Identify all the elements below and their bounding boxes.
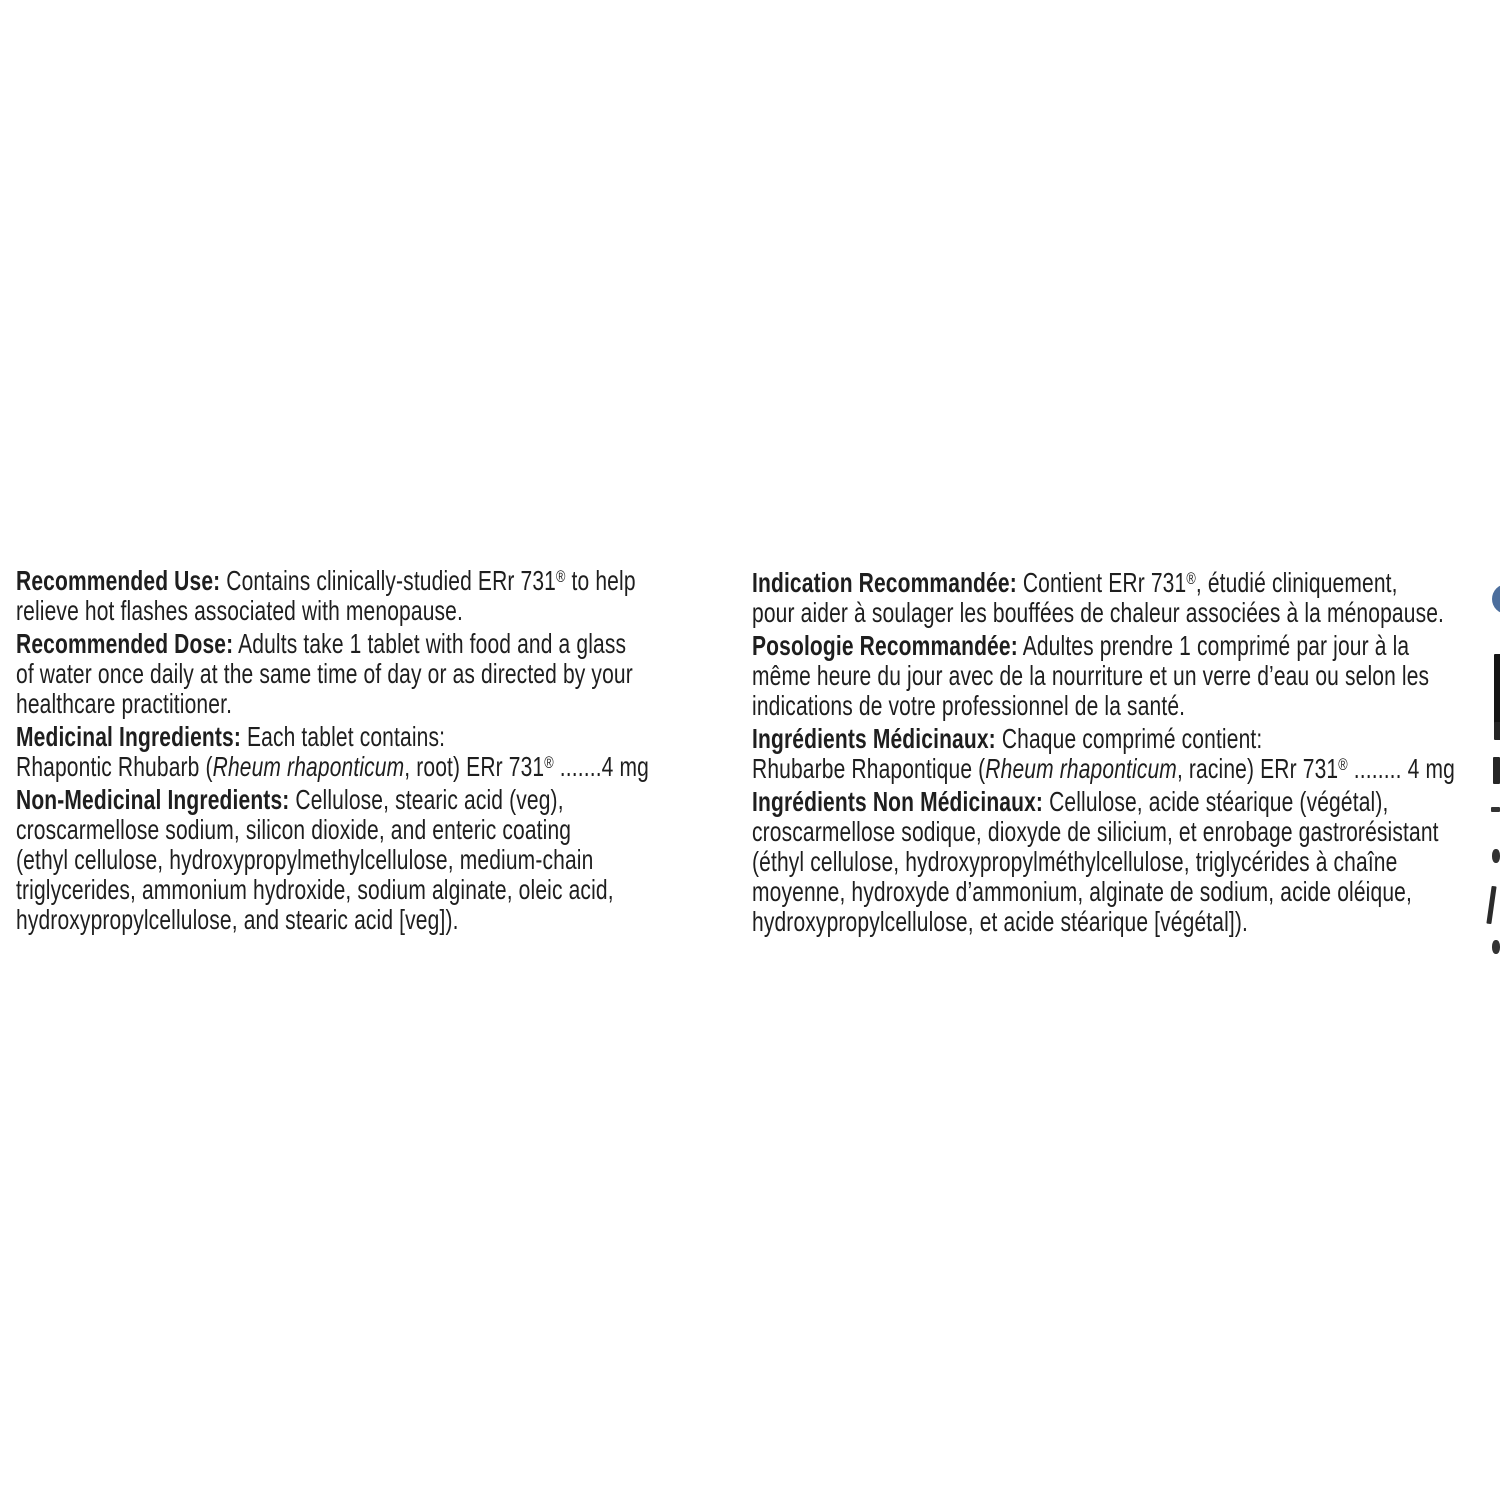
text-segment: , root) ERr 731 — [404, 751, 545, 782]
registered-trademark-symbol: ® — [1186, 568, 1196, 588]
text-segment: Each tablet contains: — [241, 721, 446, 752]
section-label: Indication Recommandée: — [752, 567, 1017, 598]
text-segment: healthcare practitioner. — [16, 688, 233, 719]
english-text-line-4 — [16, 659, 649, 689]
clipped-text-fragment-2 — [1493, 757, 1500, 784]
text-segment: Chaque comprimé contient: — [995, 723, 1263, 754]
clipped-text-fragment-4 — [1492, 849, 1500, 863]
english-text-line-8 — [16, 785, 649, 815]
text-segment: Contient ERr 731 — [1016, 567, 1187, 598]
text-segment: Adultes prendre 1 comprimé par jour à la — [1017, 630, 1410, 661]
section-label: Non-Medicinal Ingredients: — [16, 784, 290, 815]
registered-trademark-symbol: ® — [544, 752, 554, 772]
text-segment: Contains clinically-studied ERr 731 — [220, 565, 557, 596]
english-text-line-6 — [16, 722, 649, 752]
text-segment: Rheum rhaponticum — [985, 753, 1177, 784]
french-text-line-10 — [752, 847, 1455, 877]
section-label: Medicinal Ingredients: — [16, 721, 241, 752]
text-segment: Cellulose, acide stéarique (végétal), — [1043, 786, 1389, 817]
english-text-line-12 — [16, 905, 649, 935]
english-text-line-2 — [16, 596, 649, 626]
french-column — [752, 568, 1455, 937]
text-segment: (éthyl cellulose, hydroxypropylméthylcellulose, triglycérides à chaîne — [752, 846, 1398, 877]
text-segment: Rhubarbe Rhapontique ( — [752, 753, 986, 784]
text-segment: relieve hot flashes associated with menopause. — [16, 595, 463, 626]
english-column — [16, 566, 649, 935]
french-text-line-3 — [752, 631, 1455, 661]
english-text-line-7 — [16, 752, 649, 782]
text-segment: même heure du jour avec de la nourriture et un verre d’eau ou selon les — [752, 660, 1430, 691]
clipped-text-fragment-1 — [1494, 722, 1500, 740]
section-label: Ingrédients Médicinaux: — [752, 723, 996, 754]
section-label: Ingrédients Non Médicinaux: — [752, 786, 1044, 817]
text-segment: hydroxypropylcellulose, and stearic acid [veg]). — [16, 904, 459, 935]
clipped-text-fragment-3 — [1491, 807, 1500, 812]
text-segment: , étudié cliniquement, — [1195, 567, 1398, 598]
text-segment: Cellulose, stearic acid (veg), — [289, 784, 564, 815]
french-text-line-9 — [752, 817, 1455, 847]
text-segment: Rhapontic Rhubarb ( — [16, 751, 213, 782]
registered-trademark-symbol: ® — [556, 566, 566, 586]
text-segment: indications de votre professionnel de la santé. — [752, 690, 1186, 721]
english-text-line-1 — [16, 566, 649, 596]
french-text-line-11 — [752, 877, 1455, 907]
text-segment: (ethyl cellulose, hydroxypropylmethylcellulose, medium-chain — [16, 844, 594, 875]
text-segment: croscarmellose sodique, dioxyde de silicium, et enrobage gastrorésistant — [752, 816, 1439, 847]
text-segment: pour aider à soulager les bouffées de chaleur associées à la ménopause. — [752, 597, 1445, 628]
english-text-line-9 — [16, 815, 649, 845]
text-segment: , racine) ERr 731 — [1176, 753, 1339, 784]
text-segment: triglycerides, ammonium hydroxide, sodium alginate, oleic acid, — [16, 874, 614, 905]
text-segment: croscarmellose sodium, silicon dioxide, and enteric coating — [16, 814, 572, 845]
french-text-line-7 — [752, 754, 1455, 784]
clipped-blue-logo-dot — [1492, 584, 1500, 614]
french-text-line-2 — [752, 598, 1455, 628]
text-segment: ........ 4 mg — [1347, 753, 1455, 784]
clipped-black-box-edge — [1494, 654, 1500, 732]
text-segment: Adults take 1 tablet with food and a glass — [233, 628, 627, 659]
text-segment: of water once daily at the same time of day or as directed by your — [16, 658, 633, 689]
text-segment: Rheum rhaponticum — [212, 751, 405, 782]
registered-trademark-symbol: ® — [1338, 754, 1348, 774]
french-text-line-12 — [752, 907, 1455, 937]
section-label: Recommended Dose: — [16, 628, 234, 659]
text-segment: .......4 mg — [553, 751, 649, 782]
clipped-text-fragment-6 — [1492, 940, 1500, 954]
section-label: Posologie Recommandée: — [752, 630, 1018, 661]
english-text-line-3 — [16, 629, 649, 659]
text-segment: to help — [565, 565, 636, 596]
french-text-line-1 — [752, 568, 1455, 598]
french-text-line-8 — [752, 787, 1455, 817]
english-text-line-10 — [16, 845, 649, 875]
english-text-line-11 — [16, 875, 649, 905]
text-segment: hydroxypropylcellulose, et acide stéarique [végétal]). — [752, 906, 1249, 937]
french-text-line-5 — [752, 691, 1455, 721]
clipped-text-fragment-5 — [1486, 886, 1496, 924]
french-text-line-6 — [752, 724, 1455, 754]
english-text-line-5 — [16, 689, 649, 719]
french-text-line-4 — [752, 661, 1455, 691]
section-label: Recommended Use: — [16, 565, 221, 596]
text-segment: moyenne, hydroxyde d’ammonium, alginate de sodium, acide oléique, — [752, 876, 1412, 907]
